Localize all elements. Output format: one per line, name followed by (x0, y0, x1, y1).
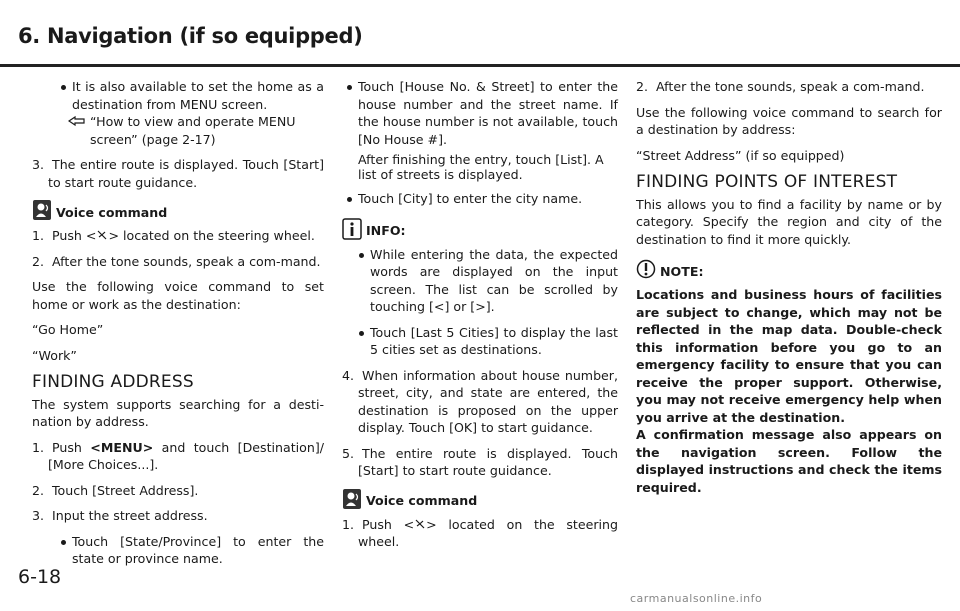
voice-step-2: 2. After the tone sounds, speak a com-mand. (32, 253, 321, 269)
quote-go-home: “Go Home” (32, 322, 104, 337)
quote-work: “Work” (32, 347, 77, 363)
info-heading: INFO: (342, 218, 618, 240)
section-heading-poi: FINDING POINTS OF INTEREST (636, 172, 898, 192)
voice-command-icon (342, 488, 362, 510)
steering-voice-icon (414, 518, 426, 530)
address-step-5: 5. The entire route is displayed. Touch [Start] to start route guidance. (342, 445, 618, 478)
cross-reference[interactable]: “How to view and operate MENU screen” (page 2-17) (32, 113, 324, 148)
warning-icon (636, 258, 656, 280)
note-body-2: A confirmation message also appears on the navigation screen. Follow the displayed instructions and check the items required. (636, 427, 942, 495)
list-item: While entering the data, the expected words are displayed on the input screen. The list can be scrolled by touching [<] or [>]. (354, 246, 618, 316)
bullet-dot (61, 540, 66, 545)
voice-command-icon (32, 199, 52, 221)
page-number: 6-18 (18, 566, 62, 588)
info-icon (342, 218, 362, 240)
list-item: It is also available to set the home as a destination from MENU screen. (56, 78, 324, 113)
section-heading-address: FINDING ADDRESS (32, 372, 194, 392)
voice-command-heading: Voice command (342, 488, 618, 510)
bullet-dot (359, 253, 364, 258)
list-item: Touch [Last 5 Cities] to display the last 5 cities set as destinations. (354, 324, 618, 359)
paragraph: After finishing the entry, touch [List]. A list of streets is displayed. (358, 152, 604, 182)
list-item: Touch [City] to enter the city name. (342, 190, 618, 208)
menu-key: <MENU> (90, 439, 154, 455)
page-title: 6. Navigation (if so equipped) (18, 24, 363, 48)
column-2 (342, 78, 618, 551)
note-heading: NOTE: (636, 258, 942, 280)
bullet-dot (359, 331, 364, 336)
paragraph: The system supports searching for a desti-nation by address. (32, 396, 324, 429)
quote-street-address: “Street Address” (if so equipped) (636, 147, 845, 163)
note-body: Locations and business hours of facilities are subject to change, which may not be reflected in the map data. Double-check this information before you go to an emergency facility to ensure that you can receive the proper support. Otherwise, you may not receive emergency help when you arrive at the destination. (636, 287, 942, 425)
paragraph: Use the following voice command to set home or work as the destination: (32, 279, 324, 312)
address-step-1: 1. Push <MENU> and touch [Destination]/ [More Choices...]. (32, 439, 324, 472)
address-step-2: 2. Touch [Street Address]. (32, 482, 199, 498)
address-step-4: 4. When information about house number, street, city, and state are entered, the destination is proposed on the upper display. Touch [OK] to start guidance. (342, 367, 618, 435)
voice-command-heading: Voice command (32, 199, 324, 221)
column-1 (32, 78, 324, 568)
list-item: Touch [House No. & Street] to enter the house number and the street name. If the house number is not available, touch [No House #]. (342, 78, 618, 148)
header-rule (0, 64, 960, 67)
voice-step-2: 2. After the tone sounds, speak a com-mand. (636, 79, 925, 94)
paragraph: Use the following voice command to search for a destination by address: (636, 104, 942, 137)
bullet-dot (61, 85, 66, 90)
list-item: Touch [State/Province] to enter the state or province name. (56, 533, 324, 568)
reference-hand-icon (68, 115, 86, 127)
address-step-3: 3. Input the street address. (32, 508, 208, 523)
step-3: 3. The entire route is displayed. Touch [Start] to start route guidance. (32, 157, 324, 190)
bullet-dot (347, 85, 352, 90)
watermark: carmanualsonline.info (630, 592, 763, 605)
voice-step-1: 1. Push < > located on the steering wheel. (32, 228, 315, 243)
column-3 (636, 78, 942, 496)
steering-voice-icon (96, 229, 108, 241)
voice-step-1: 1. Push < > located on the steering wheel. (342, 516, 619, 549)
bullet-dot (347, 197, 352, 202)
paragraph: This allows you to find a facility by name or by category. Specify the region and city of the destination to find it more quickly. (636, 196, 942, 247)
